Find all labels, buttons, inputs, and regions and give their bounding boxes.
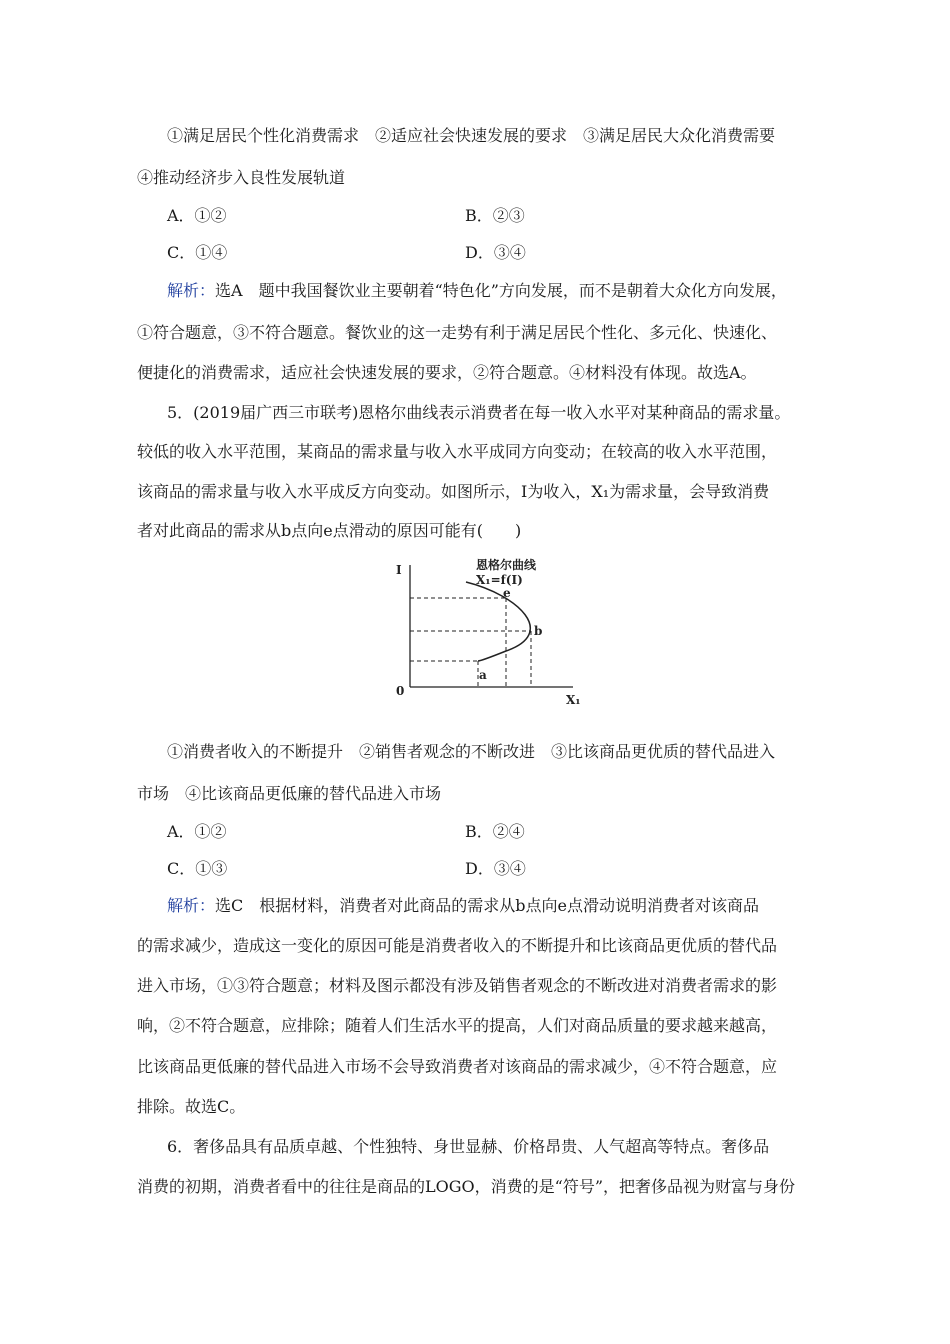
point-b-label: b [534,624,543,638]
q5-option-b: B．②④ [465,822,525,841]
q5-option-a: A．①② [167,822,227,841]
q5-option-c: C．①③ [167,859,228,878]
q4-option-a: A．①② [167,206,227,225]
q4-statement-cont: ④推动经济步入良性发展轨道 [137,168,346,187]
origin-label: 0 [396,684,405,698]
q4-option-b: B．②③ [465,206,525,225]
q5-stem-line3: 该商品的需求量与收入水平成反方向变动。如图所示，I为收入，X₁为需求量，会导致消费 [137,482,770,501]
analysis-label: 解析： [167,281,216,300]
q5-analysis-line1: 解析：选C 根据材料，消费者对此商品的需求从b点向e点滑动说明消费者对该商品 [167,896,759,915]
q4-analysis-line1: 解析：选A 题中我国餐饮业主要朝着“特色化”方向发展，而不是朝着大众化方向发展， [167,281,787,300]
analysis-label: 解析： [167,896,216,915]
q5-analysis-line4: 响，②不符合题意，应排除；随着人们生活水平的提高，人们对商品质量的要求越来越高， [137,1016,778,1035]
point-e-label: e [503,586,511,600]
q4-option-c: C．①④ [167,243,228,262]
q5-analysis-line6: 排除。故选C。 [137,1097,246,1116]
engel-curve-figure [368,555,588,710]
figure-formula: X₁=f(I) [476,573,523,587]
q5-stem-line4: 者对此商品的需求从b点向e点滑动的原因可能有( ) [137,521,522,540]
x-axis-label: X₁ [566,693,581,707]
figure-title: 恩格尔曲线 [476,558,537,572]
q6-stem-line2: 消费的初期，消费者看中的往往是商品的LOGO，消费的是“符号”，把奢侈品视为财富与身份 [137,1177,796,1196]
q4-option-d: D．③④ [465,243,526,262]
q4-analysis-line3: 便捷化的消费需求，适应社会快速发展的要求，②符合题意。④材料没有体现。故选A。 [137,363,757,382]
q4-analysis-line2: ①符合题意，③不符合题意。餐饮业的这一走势有利于满足居民个性化、多元化、快速化、 [137,323,778,342]
q5-analysis-line2: 的需求减少，造成这一变化的原因可能是消费者收入的不断提升和比该商品更优质的替代品 [137,936,778,955]
q6-stem-line1: 6．奢侈品具有品质卓越、个性独特、身世显赫、价格昂贵、人气超高等特点。奢侈品 [167,1137,770,1156]
q5-analysis-line3: 进入市场，①③符合题意；材料及图示都没有涉及销售者观念的不断改进对消费者需求的影 [137,976,778,995]
engel-curve [466,582,530,661]
q5-stem-line1: 5．(2019届广西三市联考)恩格尔曲线表示消费者在每一收入水平对某种商品的需求量。 [167,403,791,422]
q5-analysis-line5: 比该商品更低廉的替代品进入市场不会导致消费者对该商品的需求减少，④不符合题意，应 [137,1057,778,1076]
q4-statement: ①满足居民个性化消费需求 ②适应社会快速发展的要求 ③满足居民大众化消费需要 [167,126,776,145]
q5-stem-line2: 较低的收入水平范围，某商品的需求量与收入水平成同方向变动；在较高的收入水平范围， [137,442,778,461]
point-a-label: a [479,668,487,682]
y-axis-label: I [396,563,402,577]
q5-option-d: D．③④ [465,859,526,878]
q5-statement-line2: 市场 ④比该商品更低廉的替代品进入市场 [137,784,442,803]
q5-statement-line1: ①消费者收入的不断提升 ②销售者观念的不断改进 ③比该商品更优质的替代品进入 [167,742,776,761]
